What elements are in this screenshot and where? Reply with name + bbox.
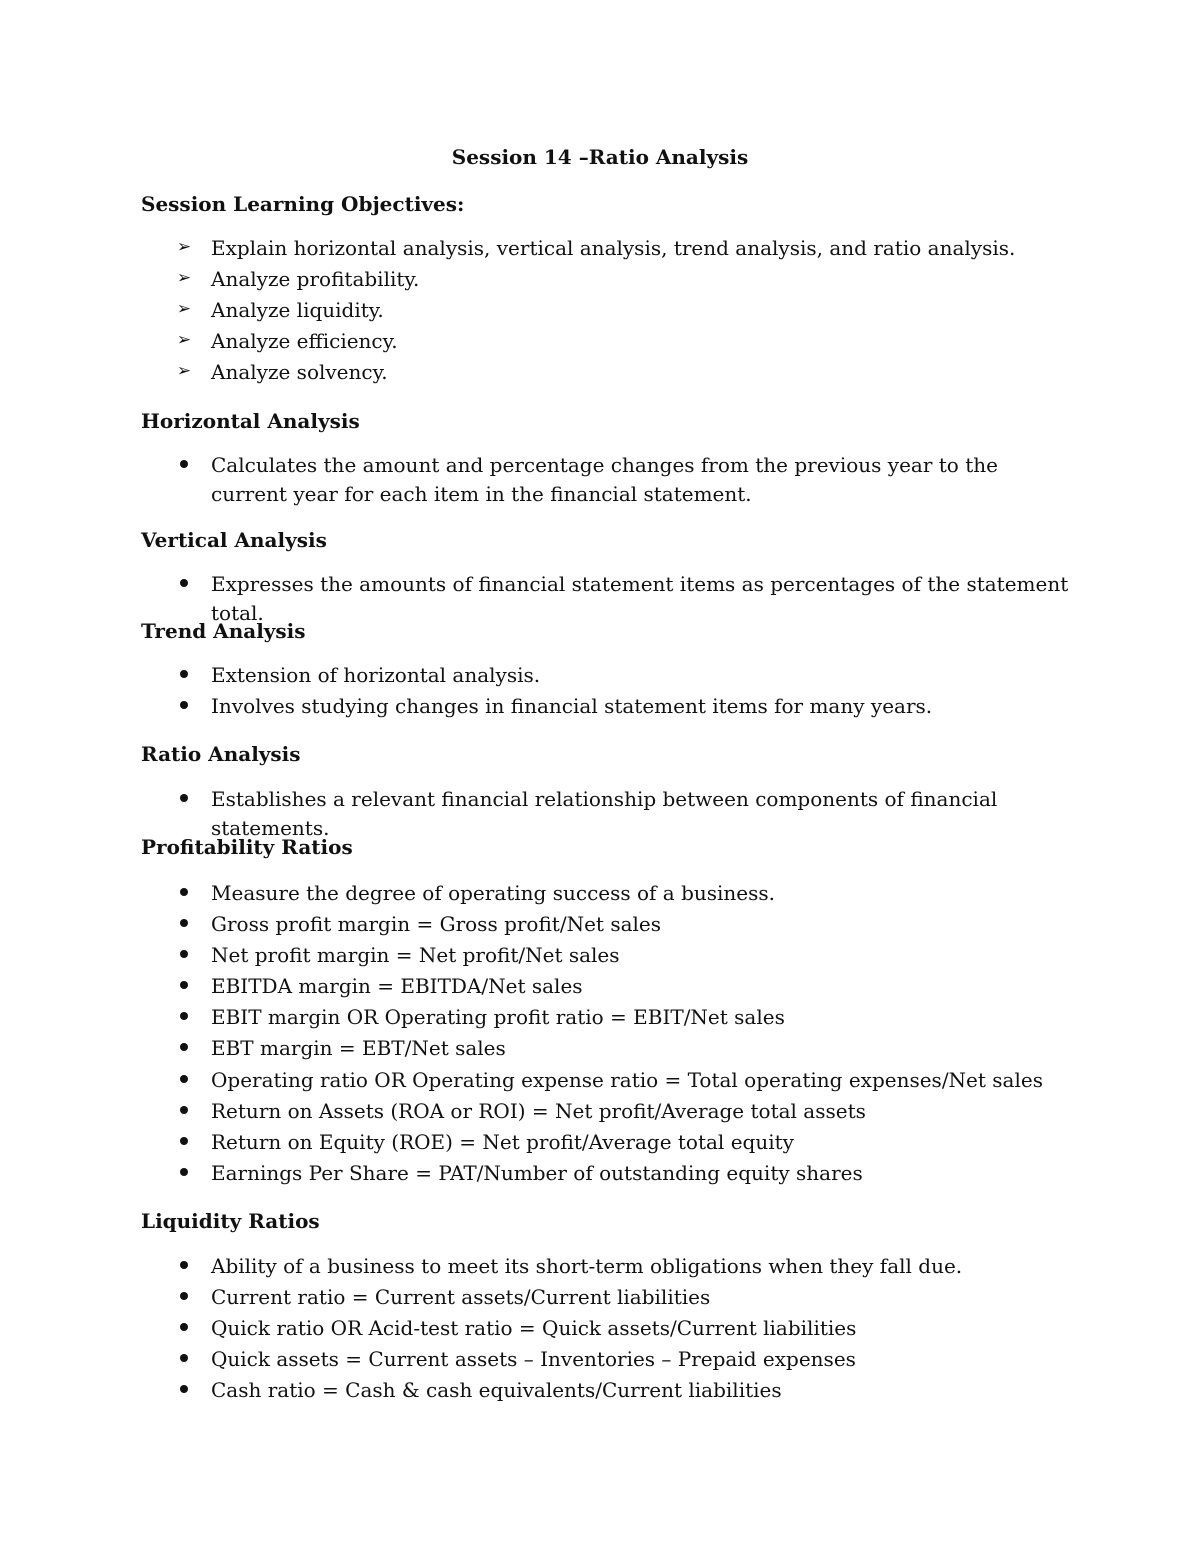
profitability-ratios-heading: Profitability Ratios [141, 835, 353, 859]
bullet-icon [173, 1316, 195, 1338]
bullet-icon [173, 1347, 195, 1369]
page-title: Session 14 –Ratio Analysis [451, 145, 749, 169]
bullet-icon [173, 1099, 195, 1121]
bullet-icon [173, 1285, 195, 1307]
list-item: Analyze solvency. [211, 360, 388, 384]
arrow-bullet-icon: ➢ [176, 268, 192, 288]
list-item: EBT margin = EBT/Net sales [211, 1036, 506, 1060]
list-item: Analyze efficiency. [211, 329, 398, 353]
horizontal-analysis-heading: Horizontal Analysis [141, 409, 360, 433]
bullet-icon [173, 663, 195, 685]
bullet-icon [173, 881, 195, 903]
list-item: Return on Equity (ROE) = Net profit/Average total equity [211, 1130, 794, 1154]
list-item: Calculates the amount and percentage changes from the previous year to the current year for each item in the financial statement. [211, 453, 998, 506]
list-item: Earnings Per Share = PAT/Number of outstanding equity shares [211, 1161, 863, 1185]
list-item: Return on Assets (ROA or ROI) = Net profit/Average total assets [211, 1099, 866, 1123]
bullet-icon [173, 974, 195, 996]
list-item: Explain horizontal analysis, vertical analysis, trend analysis, and ratio analysis. [211, 236, 1016, 260]
arrow-bullet-icon: ➢ [176, 237, 192, 257]
bullet-icon [173, 694, 195, 716]
list-item: Analyze profitability. [211, 267, 420, 291]
bullet-icon [173, 1254, 195, 1276]
trend-analysis-heading: Trend Analysis [141, 619, 306, 643]
list-item: Involves studying changes in financial statement items for many years. [211, 694, 933, 718]
bullet-icon [173, 912, 195, 934]
list-item: Current ratio = Current assets/Current liabilities [211, 1285, 711, 1309]
arrow-bullet-icon: ➢ [176, 361, 192, 381]
bullet-icon [173, 1036, 195, 1058]
bullet-icon [173, 1378, 195, 1400]
bullet-icon [173, 943, 195, 965]
list-item: Cash ratio = Cash & cash equivalents/Current liabilities [211, 1378, 782, 1402]
liquidity-ratios-heading: Liquidity Ratios [141, 1209, 320, 1233]
list-item: Quick ratio OR Acid-test ratio = Quick assets/Current liabilities [211, 1316, 857, 1340]
list-item: Measure the degree of operating success of a business. [211, 881, 776, 905]
bullet-icon [173, 1130, 195, 1152]
list-item: EBIT margin OR Operating profit ratio = EBIT/Net sales [211, 1005, 785, 1029]
bullet-icon [173, 453, 195, 475]
list-item: Expresses the amounts of financial statement items as percentages of the statement total. [211, 572, 1069, 625]
arrow-bullet-icon: ➢ [176, 330, 192, 350]
bullet-icon [173, 572, 195, 594]
list-item: Ability of a business to meet its short-term obligations when they fall due. [211, 1254, 963, 1278]
list-item: EBITDA margin = EBITDA/Net sales [211, 974, 583, 998]
list-item: Establishes a relevant financial relationship between components of financial statements. [211, 787, 998, 840]
list-item: Extension of horizontal analysis. [211, 663, 541, 687]
list-item: Quick assets = Current assets – Inventories – Prepaid expenses [211, 1347, 856, 1371]
list-item: Operating ratio OR Operating expense ratio = Total operating expenses/Net sales [211, 1068, 1043, 1092]
bullet-icon [173, 787, 195, 809]
list-item: Gross profit margin = Gross profit/Net sales [211, 912, 661, 936]
bullet-icon [173, 1005, 195, 1027]
bullet-icon [173, 1161, 195, 1183]
arrow-bullet-icon: ➢ [176, 299, 192, 319]
vertical-analysis-heading: Vertical Analysis [141, 528, 327, 552]
objectives-heading: Session Learning Objectives: [141, 192, 465, 216]
bullet-icon [173, 1068, 195, 1090]
ratio-analysis-heading: Ratio Analysis [141, 742, 301, 766]
list-item: Net profit margin = Net profit/Net sales [211, 943, 620, 967]
list-item: Analyze liquidity. [211, 298, 384, 322]
